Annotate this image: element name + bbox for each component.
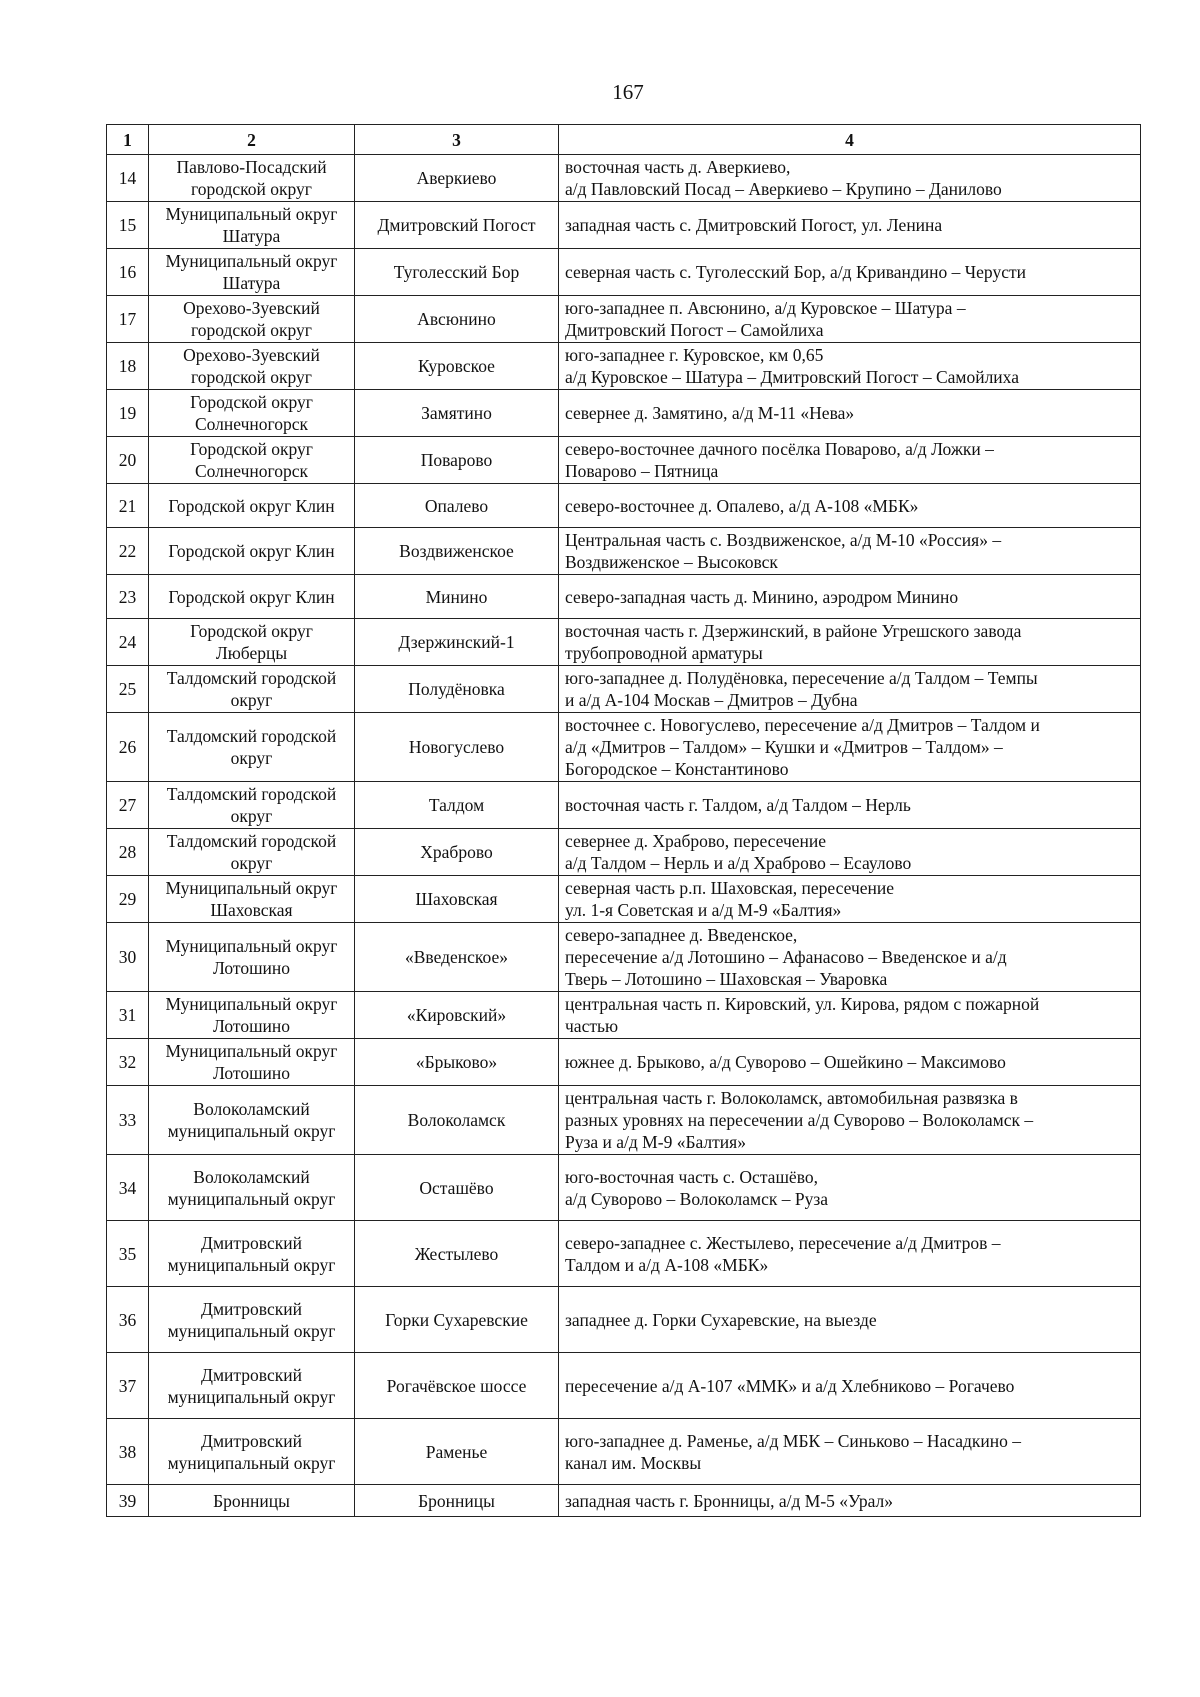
district-cell: Дмитровский муниципальный округ: [149, 1353, 355, 1419]
place-cell: Туголесский Бор: [355, 249, 559, 296]
table-row: [107, 1039, 1141, 1086]
location-cell: юго-западнее д. Раменье, а/д МБК – Синьково – Насадкино – канал им. Москвы: [559, 1419, 1141, 1485]
location-cell: восточная часть д. Аверкиево, а/д Павловский Посад – Аверкиево – Крупино – Данилово: [559, 155, 1141, 202]
place-cell: Авсюнино: [355, 296, 559, 343]
location-cell: северо-западная часть д. Минино, аэродром Минино: [559, 575, 1141, 619]
place-cell: Бронницы: [355, 1485, 559, 1517]
row-number: 27: [107, 782, 149, 829]
column-header-1: 1: [107, 125, 149, 155]
location-cell: северная часть с. Туголесский Бор, а/д Кривандино – Черусти: [559, 249, 1141, 296]
district-cell: Муниципальный округ Шатура: [149, 202, 355, 249]
place-cell: «Брыково»: [355, 1039, 559, 1086]
page-number: 167: [612, 80, 644, 104]
table-row: [107, 484, 1141, 528]
district-cell: Муниципальный округ Лотошино: [149, 1039, 355, 1086]
location-cell: центральная часть п. Кировский, ул. Кирова, рядом с пожарной частью: [559, 992, 1141, 1039]
location-cell: южнее д. Брыково, а/д Суворово – Ошейкино – Максимово: [559, 1039, 1141, 1086]
place-cell: Талдом: [355, 782, 559, 829]
table-row: [107, 437, 1141, 484]
location-cell: северо-восточнее д. Опалево, а/д А-108 «МБК»: [559, 484, 1141, 528]
row-number: 30: [107, 923, 149, 992]
location-cell: восточная часть г. Дзержинский, в районе Угрешского завода трубопроводной арматуры: [559, 619, 1141, 666]
table-row: [107, 713, 1141, 782]
table-row: [107, 390, 1141, 437]
table-row: [107, 1221, 1141, 1287]
location-cell: северо-восточнее дачного посёлка Поварово, а/д Ложки – Поварово – Пятница: [559, 437, 1141, 484]
table-row: [107, 202, 1141, 249]
table-row: [107, 923, 1141, 992]
table-header-row: [107, 125, 1141, 155]
location-cell: Центральная часть с. Воздвиженское, а/д М-10 «Россия» – Воздвиженское – Высоковск: [559, 528, 1141, 575]
place-cell: «Введенское»: [355, 923, 559, 992]
place-cell: Воздвиженское: [355, 528, 559, 575]
table-row: [107, 1419, 1141, 1485]
place-cell: Новогуслево: [355, 713, 559, 782]
table-row: [107, 829, 1141, 876]
checkpoint-table: [106, 124, 1141, 1517]
location-cell: западная часть с. Дмитровский Погост, ул. Ленина: [559, 202, 1141, 249]
place-cell: Поварово: [355, 437, 559, 484]
place-cell: Волоколамск: [355, 1086, 559, 1155]
location-cell: севернее д. Храброво, пересечение а/д Талдом – Нерль и а/д Храброво – Есаулово: [559, 829, 1141, 876]
location-cell: юго-западнее п. Авсюнино, а/д Куровское – Шатура – Дмитровский Погост – Самойлиха: [559, 296, 1141, 343]
row-number: 22: [107, 528, 149, 575]
district-cell: Талдомский городской округ: [149, 782, 355, 829]
table-row: [107, 249, 1141, 296]
location-cell: северо-западнее д. Введенское, пересечение а/д Лотошино – Афанасово – Введенское и а/д Тверь – Лотошино – Шаховская – Уваровка: [559, 923, 1141, 992]
district-cell: Дмитровский муниципальный округ: [149, 1419, 355, 1485]
row-number: 24: [107, 619, 149, 666]
row-number: 39: [107, 1485, 149, 1517]
district-cell: Городской округ Солнечногорск: [149, 437, 355, 484]
place-cell: Дмитровский Погост: [355, 202, 559, 249]
place-cell: Полудёновка: [355, 666, 559, 713]
table-row: [107, 876, 1141, 923]
district-cell: Муниципальный округ Лотошино: [149, 992, 355, 1039]
district-cell: Волоколамский муниципальный округ: [149, 1086, 355, 1155]
location-cell: восточная часть г. Талдом, а/д Талдом – Нерль: [559, 782, 1141, 829]
place-cell: Храброво: [355, 829, 559, 876]
row-number: 17: [107, 296, 149, 343]
place-cell: Куровское: [355, 343, 559, 390]
place-cell: Шаховская: [355, 876, 559, 923]
district-cell: Волоколамский муниципальный округ: [149, 1155, 355, 1221]
district-cell: Орехово-Зуевский городской округ: [149, 343, 355, 390]
district-cell: Муниципальный округ Шатура: [149, 249, 355, 296]
location-cell: севернее д. Замятино, а/д М-11 «Нева»: [559, 390, 1141, 437]
district-cell: Орехово-Зуевский городской округ: [149, 296, 355, 343]
row-number: 25: [107, 666, 149, 713]
location-cell: западная часть г. Бронницы, а/д М-5 «Урал»: [559, 1485, 1141, 1517]
district-cell: Дмитровский муниципальный округ: [149, 1287, 355, 1353]
row-number: 33: [107, 1086, 149, 1155]
location-cell: юго-западнее д. Полудёновка, пересечение а/д Талдом – Темпы и а/д А-104 Москав – Дмитров – Дубна: [559, 666, 1141, 713]
location-cell: пересечение а/д А-107 «ММК» и а/д Хлебниково – Рогачево: [559, 1353, 1141, 1419]
place-cell: Горки Сухаревские: [355, 1287, 559, 1353]
location-cell: восточнее с. Новогуслево, пересечение а/д Дмитров – Талдом и а/д «Дмитров – Талдом» – Кушки и «Дмитров – Талдом» – Богородское – Константиново: [559, 713, 1141, 782]
row-number: 26: [107, 713, 149, 782]
row-number: 32: [107, 1039, 149, 1086]
place-cell: «Кировский»: [355, 992, 559, 1039]
table-row: [107, 343, 1141, 390]
row-number: 31: [107, 992, 149, 1039]
location-cell: западнее д. Горки Сухаревские, на выезде: [559, 1287, 1141, 1353]
table-row: [107, 992, 1141, 1039]
column-header-2: 2: [149, 125, 355, 155]
row-number: 36: [107, 1287, 149, 1353]
table-row: [107, 1287, 1141, 1353]
row-number: 37: [107, 1353, 149, 1419]
table-row: [107, 1353, 1141, 1419]
place-cell: Раменье: [355, 1419, 559, 1485]
district-cell: Городской округ Клин: [149, 575, 355, 619]
place-cell: Минино: [355, 575, 559, 619]
table-body: [107, 155, 1141, 1517]
district-cell: Дмитровский муниципальный округ: [149, 1221, 355, 1287]
place-cell: Аверкиево: [355, 155, 559, 202]
table-row: [107, 296, 1141, 343]
table-row: [107, 155, 1141, 202]
row-number: 21: [107, 484, 149, 528]
district-cell: Бронницы: [149, 1485, 355, 1517]
table-row: [107, 782, 1141, 829]
place-cell: Замятино: [355, 390, 559, 437]
column-header-3: 3: [355, 125, 559, 155]
district-cell: Талдомский городской округ: [149, 829, 355, 876]
row-number: 20: [107, 437, 149, 484]
row-number: 34: [107, 1155, 149, 1221]
district-cell: Городской округ Люберцы: [149, 619, 355, 666]
row-number: 14: [107, 155, 149, 202]
location-cell: центральная часть г. Волоколамск, автомобильная развязка в разных уровнях на пересечении а/д Суворово – Волоколамск – Руза и а/д М-9 «Балтия»: [559, 1086, 1141, 1155]
row-number: 15: [107, 202, 149, 249]
row-number: 38: [107, 1419, 149, 1485]
place-cell: Осташёво: [355, 1155, 559, 1221]
column-header-4: 4: [559, 125, 1141, 155]
table-row: [107, 1485, 1141, 1517]
row-number: 35: [107, 1221, 149, 1287]
district-cell: Муниципальный округ Шаховская: [149, 876, 355, 923]
place-cell: Рогачёвское шоссе: [355, 1353, 559, 1419]
district-cell: Городской округ Клин: [149, 484, 355, 528]
location-cell: северная часть р.п. Шаховская, пересечение ул. 1-я Советская и а/д М-9 «Балтия»: [559, 876, 1141, 923]
location-cell: юго-восточная часть с. Осташёво, а/д Суворово – Волоколамск – Руза: [559, 1155, 1141, 1221]
district-cell: Городской округ Солнечногорск: [149, 390, 355, 437]
table-row: [107, 666, 1141, 713]
row-number: 29: [107, 876, 149, 923]
district-cell: Павлово-Посадский городской округ: [149, 155, 355, 202]
row-number: 16: [107, 249, 149, 296]
place-cell: Опалево: [355, 484, 559, 528]
table-row: [107, 1086, 1141, 1155]
place-cell: Дзержинский-1: [355, 619, 559, 666]
location-cell: северо-западнее с. Жестылево, пересечение а/д Дмитров – Талдом и а/д А-108 «МБК»: [559, 1221, 1141, 1287]
table-row: [107, 575, 1141, 619]
district-cell: Муниципальный округ Лотошино: [149, 923, 355, 992]
district-cell: Талдомский городской округ: [149, 666, 355, 713]
district-cell: Городской округ Клин: [149, 528, 355, 575]
place-cell: Жестылево: [355, 1221, 559, 1287]
row-number: 28: [107, 829, 149, 876]
row-number: 19: [107, 390, 149, 437]
district-cell: Талдомский городской округ: [149, 713, 355, 782]
table-row: [107, 1155, 1141, 1221]
location-cell: юго-западнее г. Куровское, км 0,65 а/д Куровское – Шатура – Дмитровский Погост – Самойлиха: [559, 343, 1141, 390]
row-number: 18: [107, 343, 149, 390]
row-number: 23: [107, 575, 149, 619]
table-row: [107, 528, 1141, 575]
table-row: [107, 619, 1141, 666]
